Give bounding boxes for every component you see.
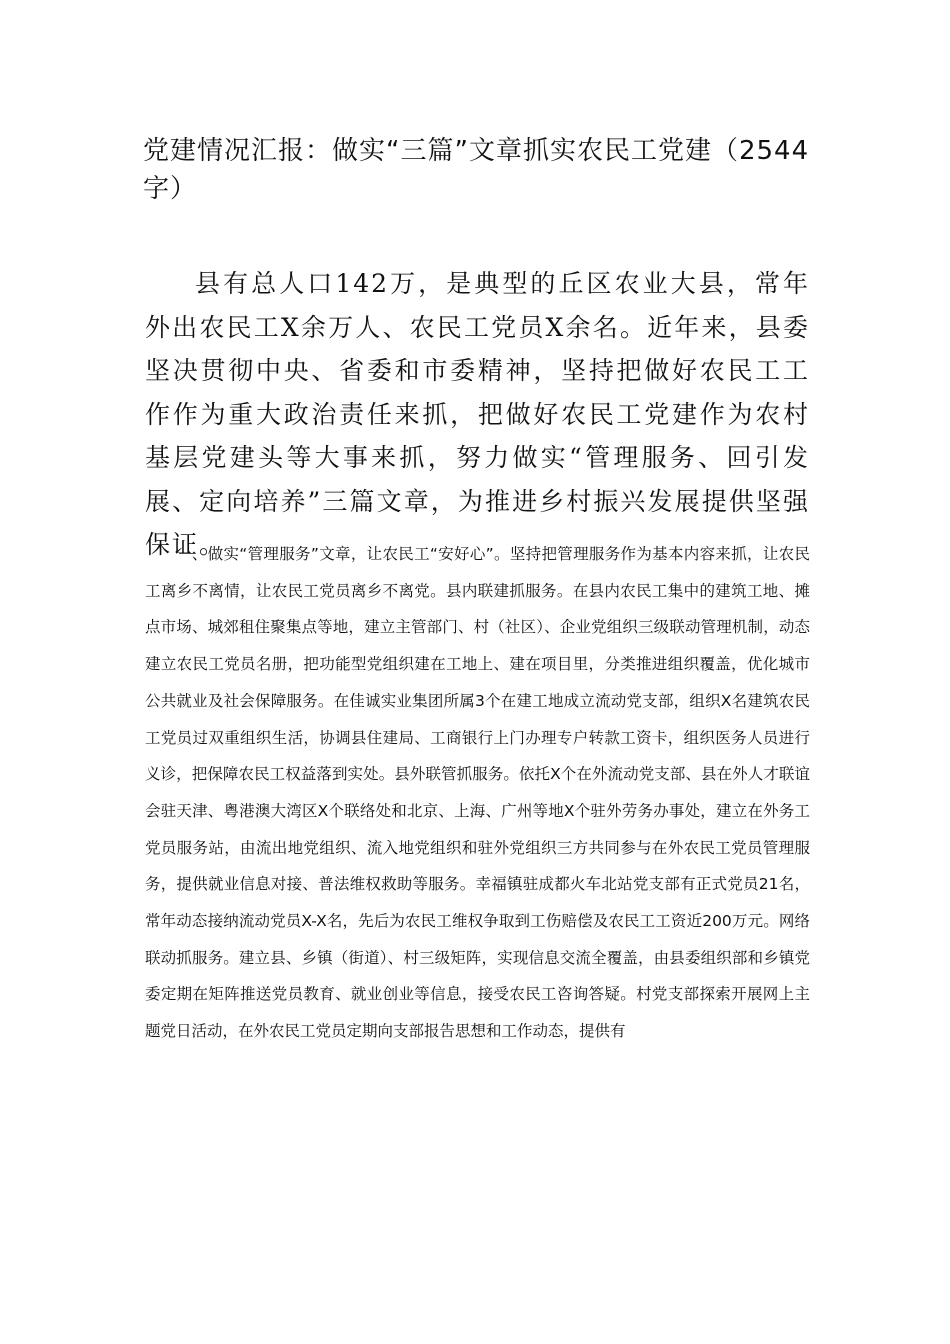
section-one-paragraph: 一、做实“管理服务”文章，让农民工“安好心”。坚持把管理服务作为基本内容来抓，让农民工离乡不离情，让农民工党员离乡不离党。县内联建抓服务。在县内农民工集中的建筑工地、摊点市场、城郊租住聚集点等地，建立主管部门、村（社区）、企业党组织三级联动管理机制，动态建立农民工党员名册，把功能型党组织建在工地上、建在项目里，分类推进组织覆盖，优化城市公共就业及社会保障服务。在佳诚实业集团所属3个在建工地成立流动党支部，组织X名建筑农民工党员过双重组织生活，协调县住建局、工商银行上门办理专户转款工资卡，组织医务人员进行义诊，把保障农民工权益落到实处。县外联管抓服务。依托X个在外流动党支部、县在外人才联谊会驻天津、粤港澳大湾区X个联络处和北京、上海、广州等地X个驻外劳务办事处，建立在外务工党员服务站，由流出地党组织、流入地党组织和驻外党组织三方共同参与在外农民工党员管理服务，提供就业信息对接、普法维权救助等服务。幸福镇驻成都火车北站党支部有正式党员21名，常年动态接纳流动党员X-X名，先后为农民工维权争取到工伤赔偿及农民工工资近200万元。网络联动抓服务。建立县、乡镇（街道）、村三级矩阵，实现信息交流全覆盖，由县委组织部和乡镇党委定期在矩阵推送党员教育、就业创业等信息，接受农民工咨询答疑。村党支部探索开展网上主题党日活动，在外农民工党员定期向支部报告思想和工作动态，提供有 [145, 545, 810, 1041]
intro-paragraph: 县有总人口142万，是典型的丘区农业大县，常年外出农民工X余万人、农民工党员X余名。近年来，县委坚决贯彻中央、省委和市委精神，坚持把做好农民工工作作为重大政治责任来抓，把做好农民工党建作为农村基层党建头等大事来抓，努力做实“管理服务、回引发展、定向培养”三篇文章，为推进乡村振兴发展提供坚强保证。 [145, 269, 810, 559]
document-title: 党建情况汇报：做实“三篇”文章抓实农民工党建（2544字） [143, 136, 810, 204]
